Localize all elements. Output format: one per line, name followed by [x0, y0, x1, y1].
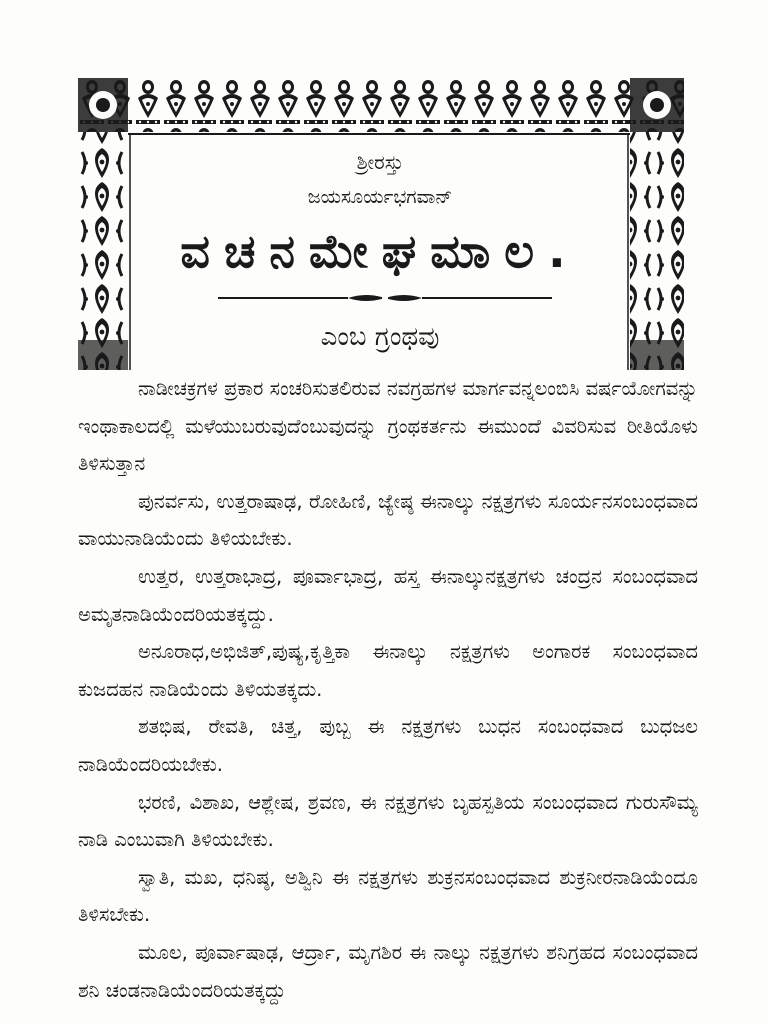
paragraph: ಶತಭಿಷ, ರೇವತಿ, ಚಿತ್ತ, ಪುಬ್ಬ ಈ ನಕ್ಷತ್ರಗಳು ಬುಧನ ಸಂಬಂಧವಾದ ಬುಧಜಲ ನಾಡಿಯೆಂದರಿಯಬೇಕು. [78, 715, 698, 776]
paragraph: ಸ್ವಾತಿ, ಮಖ, ಧನಿಷ್ಠ, ಅಶ್ವಿನಿ ಈ ನಕ್ಷತ್ರಗಳು ಶುಕ್ರನಸಂಬಂಧವಾದ ಶುಕ್ರನೀರನಾಡಿಯೆಂದೂ ತಿಳಿಸಬೇಕು. [78, 865, 698, 927]
invocation-line-1: ಶ್ರೀರಸ್ತು [356, 150, 404, 174]
paragraph: ಭರಣಿ, ವಿಶಾಖ, ಆಶ್ಲೇಷ, ಶ್ರವಣ, ಈ ನಕ್ಷತ್ರಗಳು ಬೃಹಸ್ಪತಿಯ ಸಂಬಂಧವಾದ ಗುರುಸೌಮ್ಯ ನಾಡಿ ಎಂಬುವಾಗಿ ತಿಳಿಯಬೇಕು. [78, 790, 698, 852]
paragraph: ನಾಡೀಚಕ್ರಗಳ ಪ್ರಕಾರ ಸಂಚರಿಸುತಲಿರುವ ನವಗ್ರಹಗಳ ಮಾರ್ಗವನ್ನಲಂಬಿಸಿ ವರ್ಷಯೋಗವನ್ನು ಇಂಥಾಕಾಲದಲ್ಲಿ ಮಳೆಯುಬರುವುದೆಂಬುವುದನ್ನು ಗ್ರಂಥಕರ್ತನು ಈಮುಂದೆ ವಿವರಿಸುವ ರೀತಿಯೊಳು ತಿಳಿಸುತ್ತಾನ [78, 377, 698, 476]
paragraph: ಮೂಲ, ಪೂರ್ವಾಷಾಢ, ಆರ್ದ್ರಾ, ಮೃಗಶಿರ ಈ ನಾಲ್ಕು ನಕ್ಷತ್ರಗಳು ಶನಿಗ್ರಹದ ಸಂಬಂಧವಾದ ಶನಿ ಚಂಡನಾಡಿಯೆಂದರಿಯತಕ್ಕದ್ದು [78, 940, 698, 1002]
invocation-line-2: ಜಯಸೂರ್ಯಭಗವಾನ್ [307, 186, 453, 208]
subtitle: ಎಂಬ ಗ್ರಂಥವು [320, 322, 440, 352]
title-rule-divider [218, 292, 552, 304]
paragraph: ಪುನರ್ವಸು, ಉತ್ತರಾಷಾಢ, ರೋಹಿಣಿ, ಜ್ಯೇಷ್ಠ ಈನಾಲ್ಕು ನಕ್ಷತ್ರಗಳು ಸೂರ್ಯನಸಂಬಂಧವಾದ ವಾಯುನಾಡಿಯೆಂದು ತಿಳಿಯಬೇಕು. [78, 489, 698, 551]
book-title: ವಚನಮೇಘಮಾಲ. [180, 224, 580, 278]
body-text [78, 370, 698, 1009]
paragraph: ಉತ್ತರ, ಉತ್ತರಾಭಾದ್ರ, ಪೂರ್ವಾಭಾದ್ರ, ಹಸ್ತ ಈನಾಲ್ಕುನಕ್ಷತ್ರಗಳು ಚಂದ್ರನ ಸಂಬಂಧವಾದ ಅಮೃತನಾಡಿಯೆಂದರಿಯತಕ್ಕದ್ದು. [78, 564, 698, 626]
paragraph: ಅನೂರಾಧ,ಅಭಿಜಿತ್,ಪುಷ್ಯ,ಕೃತ್ತಿಕಾ ಈನಾಲ್ಕು ನಕ್ಷತ್ರಗಳು ಅಂಗಾರಕ ಸಂಬಂಧವಾದ ಕುಜದಹನ ನಾಡಿಯೆಂದು ತಿಳಿಯತಕ್ಕದು. [78, 640, 698, 701]
